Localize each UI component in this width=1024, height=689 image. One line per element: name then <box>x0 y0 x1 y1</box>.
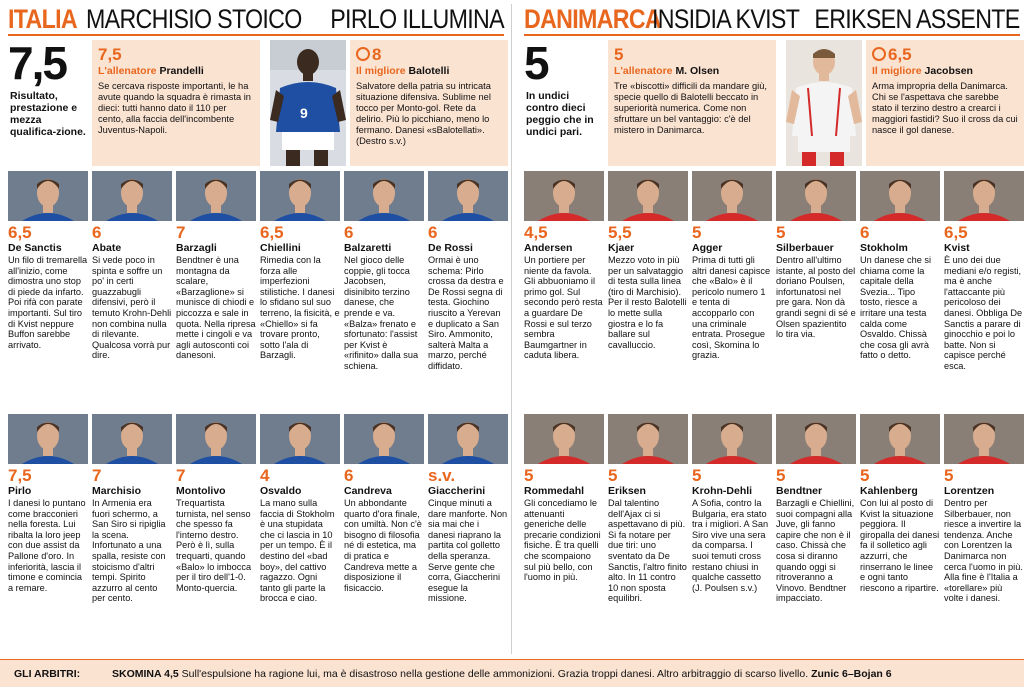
player-name: Candreva <box>344 485 392 497</box>
player-photo <box>92 414 172 464</box>
player-photo <box>692 171 772 221</box>
italia-team-caption: Risultato, prestazione e mezza qualifica-zione. <box>10 90 86 138</box>
danimarca-coach-score: 5 <box>614 45 624 64</box>
player-card <box>8 171 88 409</box>
italia-best-name: Balotelli <box>408 65 450 77</box>
danimarca-best-box <box>866 40 1024 166</box>
player-score: 7,5 <box>8 466 32 485</box>
player-score: 4,5 <box>524 223 548 242</box>
player-card <box>608 414 688 656</box>
player-photo <box>8 171 88 221</box>
danimarca-best-heading <box>872 65 1018 77</box>
player-card <box>176 414 256 656</box>
player-name: Kvist <box>944 242 970 254</box>
player-comment: La mano sulla faccia di Stokholm è una stupidata che ci lascia in 10 per un tempo. È il destino del «bad boy», del cattivo ragazzo. Ogni tanto gli parte la brocca e ciao. <box>260 498 335 604</box>
player-photo <box>428 171 508 221</box>
player-card <box>944 171 1024 409</box>
danimarca-coach-heading <box>614 65 770 77</box>
player-photo-illustration <box>344 414 424 464</box>
player-comment: Nel gioco delle coppie, gli tocca Jacobsen, disinibito terzino danese, che prende e va. «Balza» frenato e sfortunato: l'assist per Kvist è «rifinito» dalla sua schiena. <box>344 255 419 371</box>
player-photo <box>524 414 604 464</box>
player-comment: Un abbondante quarto d'ora finale, con umiltà. Non c'è bisogno di filosofia né di estetica, ma di pratica e Candreva mette a disposizione il fisicaccio. <box>344 498 422 593</box>
player-comment: Mezzo voto in più per un salvataggio di testa sulla linea (tiro di Marchisio). Per il resto Balotelli lo mette sulla giostra e lo fa ballare sul cavalluccio. <box>608 255 687 350</box>
player-card <box>344 414 424 656</box>
player-photo-illustration <box>270 40 346 166</box>
player-comment: Dentro per Silberbauer, non riesce a invertire la tendenza. Anche con Lorentzen la Danimarca non cerca l'uomo in più. Alla fine è l'Italia a «torellare» più volte i danesi. <box>944 498 1023 604</box>
player-comment: Un portiere per niente da favola. Gli abbuoniamo il primo gol. Sul secondo però resta a guardare De Rossi e sul terzo sembra Baumgartner in caduta libera. <box>524 255 603 361</box>
italia-right-title: PIRLO ILLUMINA <box>330 4 504 34</box>
player-name: Rommedahl <box>524 485 585 497</box>
player-card <box>344 171 424 409</box>
italia-coach-heading <box>98 65 254 77</box>
danimarca-summary-band <box>524 37 1020 166</box>
player-comment: Un danese che si chiama come la capitale della Svezia... Tipo tosto, riesce a irritare una testa calda come Osvaldo. Chissà che cosa gli avrà fatto o detto. <box>860 255 931 361</box>
italia-section <box>0 0 508 657</box>
player-score: 6,5 <box>260 223 284 242</box>
player-comment: È uno dei due mediani e/o registi, ma è anche l'attaccante più pericoloso dei danesi. Obbliga De Sanctis a parare di ginocchio e poi lo batte. Non si capisce perché esca. <box>944 255 1023 371</box>
player-comment: Bendtner è una montagna da scalare, «Barzaglione» si munisce di chiodi e piccozza e sale in quota. Nella ripresa mette i cingoli e va agli autosconti coi danesoni. <box>176 255 256 361</box>
player-photo <box>860 171 940 221</box>
italia-best-score-line <box>356 46 502 63</box>
player-name: Abate <box>92 242 122 254</box>
player-score: 5 <box>524 466 534 485</box>
player-score: 7 <box>176 466 186 485</box>
italia-best-heading <box>356 65 502 77</box>
player-photo-illustration <box>260 414 340 464</box>
player-photo <box>944 171 1024 221</box>
danimarca-best-text: Arma impropria della Danimarca. Chi se l'aspettava che sarebbe stato il terzino destro a crearci i maggiori fastidi? Suo il cross da cui nasce il gol danese. <box>872 81 1018 135</box>
player-card <box>8 414 88 656</box>
player-name: Andersen <box>524 242 573 254</box>
player-comment: Dal talentino dell'Ajax ci si aspettavano di più. Si fa notare per due tiri: uno sventato da De Sanctis, l'altro finito alto. In 11 contro 10 non sposta equilibri. <box>608 498 687 604</box>
player-name: Krohn-Dehli <box>692 485 753 497</box>
player-name: Chiellini <box>260 242 301 254</box>
ring-icon <box>356 47 370 61</box>
player-score: s.v. <box>428 466 456 485</box>
player-card <box>860 414 940 656</box>
danimarca-best-score-line <box>872 46 1018 63</box>
danimarca-players-row-1 <box>524 171 1023 409</box>
player-comment: Gli concediamo le attenuanti generiche delle precarie condizioni fisiche. È tra quelli che scompaiono sul più bello, con l'uomo in più. <box>524 498 601 583</box>
player-photo-illustration <box>608 414 688 464</box>
player-name: Pirlo <box>8 485 32 497</box>
assistant-referees: Zunic 6–Bojan 6 <box>811 668 892 680</box>
player-photo-illustration <box>260 171 340 221</box>
player-photo <box>608 414 688 464</box>
player-name: Bendtner <box>776 485 823 497</box>
player-card <box>944 414 1024 656</box>
player-photo <box>260 171 340 221</box>
player-photo-illustration <box>786 40 862 166</box>
player-photo-illustration <box>692 171 772 221</box>
player-card <box>524 414 604 656</box>
danimarca-headline <box>524 2 1020 36</box>
player-photo-illustration <box>428 414 508 464</box>
danimarca-best-score: 6,5 <box>888 45 912 64</box>
player-photo-illustration <box>92 414 172 464</box>
italia-left-title: MARCHISIO STOICO <box>86 4 302 34</box>
player-photo <box>176 414 256 464</box>
player-score: 6 <box>92 223 102 242</box>
player-comment: In Armenia era fuori schermo, a San Siro si ripiglia la scena. Infortunato a una spalla, resiste con stoicismo d'altri tempi. Spirito azzurro al cento per cento. <box>92 498 166 604</box>
danimarca-team-caption: In undici contro dieci peggio che in undici pari. <box>526 90 594 138</box>
svg-text:9: 9 <box>300 105 308 121</box>
player-score: 4 <box>260 466 270 485</box>
player-name: Kjaer <box>608 242 635 254</box>
player-photo-illustration <box>608 171 688 221</box>
player-photo-illustration <box>776 171 856 221</box>
player-card <box>524 171 604 409</box>
player-name: Agger <box>692 242 723 254</box>
italia-coach-box <box>92 40 260 166</box>
player-comment: A Sofia, contro la Bulgaria, era stato tra i migliori. A San Siro vive una sera da comparsa. I suoi temuti cross restano chiusi in qualche cassetto (J. Poulsen s.v.) <box>692 498 769 593</box>
player-card <box>776 171 856 409</box>
player-card <box>428 171 508 409</box>
footer-label: GLI ARBITRI: <box>14 668 81 680</box>
jacobsen-photo <box>786 40 862 166</box>
danimarca-section <box>516 0 1024 657</box>
player-photo-illustration <box>692 414 772 464</box>
player-photo-illustration <box>8 414 88 464</box>
player-comment: Con lui al posto di Kvist la situazione peggiora. Il giropalla dei danesi fa il solletico agli azzurri, che rinserrano le linee e ogni tanto riescono a ripartire. <box>860 498 940 593</box>
player-photo-illustration <box>524 171 604 221</box>
player-name: De Rossi <box>428 242 473 254</box>
danimarca-coach-text: Tre «biscotti» difficili da mandare giù, specie quello di Balotelli beccato in superiorità numerica. Come non sfruttare un bel vantaggio: c'è del mistero in Danimarca. <box>614 81 767 135</box>
player-score: 5 <box>860 466 870 485</box>
player-photo-illustration <box>92 171 172 221</box>
coach-role-label: L'allenatore <box>98 65 157 77</box>
player-photo-illustration <box>344 171 424 221</box>
player-comment: Barzagli e Chiellini, suoi compagni alla Juve, gli fanno capire che non è il caso. Chissà che cosa si diranno quando oggi si ritroveranno a Vinovo. Bendtner impacciato. <box>776 498 855 604</box>
player-score: 6 <box>344 223 354 242</box>
player-score: 5 <box>692 223 702 242</box>
player-score: 6 <box>428 223 438 242</box>
referee-name: SKOMINA 4,5 <box>112 668 179 680</box>
ring-icon <box>872 47 886 61</box>
player-card <box>92 414 172 656</box>
player-card <box>176 171 256 409</box>
danimarca-coach-box <box>608 40 776 166</box>
italia-players-row-2 <box>8 414 508 656</box>
player-card <box>776 414 856 656</box>
player-photo <box>8 414 88 464</box>
footer-text <box>112 668 892 680</box>
player-name: Balzaretti <box>344 242 392 254</box>
player-photo-illustration <box>524 414 604 464</box>
player-card <box>692 414 772 656</box>
player-photo-illustration <box>944 414 1024 464</box>
italia-headline <box>8 2 504 36</box>
danimarca-left-title: INSIDIA KVIST <box>652 4 800 34</box>
player-card <box>692 171 772 409</box>
italia-coach-text: Se cercava risposte importanti, le ha avute quando la squadra è rimasta in dieci: tutti hanno dato il 110 per cento, alla faccia dell'incombente Juventus-Napoli. <box>98 81 251 135</box>
player-comment: Ormai è uno schema: Pirlo crossa da destra e De Rossi segna di testa. Giochino riuscito a Yerevan e duplicato a San Siro. Ammonito, salterà Malta a marzo, perché diffidato. <box>428 255 504 371</box>
player-photo <box>428 414 508 464</box>
player-photo <box>692 414 772 464</box>
player-comment: Cinque minuti a dare manforte. Non sia mai che i danesi riaprano la partita col golletto della speranza. Serve gente che corra, Giaccherini esegue la missione. <box>428 498 508 604</box>
player-name: Eriksen <box>608 485 646 497</box>
player-name: Giaccherini <box>428 485 486 497</box>
player-score: 6,5 <box>8 223 32 242</box>
italia-coach-name: Prandelli <box>159 65 204 77</box>
italia-country-title: ITALIA <box>8 4 77 34</box>
player-photo-illustration <box>176 414 256 464</box>
player-name: Silberbauer <box>776 242 834 254</box>
player-score: 6 <box>344 466 354 485</box>
player-score: 5 <box>776 223 786 242</box>
player-photo-illustration <box>860 171 940 221</box>
player-photo <box>92 171 172 221</box>
danimarca-players-row-2 <box>524 414 1023 656</box>
player-card <box>860 171 940 409</box>
player-photo <box>860 414 940 464</box>
player-photo <box>944 414 1024 464</box>
player-photo-illustration <box>8 171 88 221</box>
player-comment: Rimedia con la forza alle imperfezioni stilistiche. I danesi lo sfidano sul suo terreno, la fisicità, e «Chiello» si fa trovare pronto, sotto l'ala di Barzagli. <box>260 255 340 361</box>
italia-coach-score: 7,5 <box>98 45 122 64</box>
player-card <box>608 171 688 409</box>
player-name: Lorentzen <box>944 485 995 497</box>
player-comment: Trequartista turnista, nel senso che spesso fa l'interno destro. Però è lì, sulla trequarti, quando «Balo» lo imbocca per il tiro dell'1-0. Monto-quercia. <box>176 498 252 593</box>
player-score: 5,5 <box>608 223 632 242</box>
player-photo <box>776 414 856 464</box>
danimarca-coach-name: M. Olsen <box>675 65 720 77</box>
player-photo <box>608 171 688 221</box>
coach-role-label: L'allenatore <box>614 65 673 77</box>
player-photo <box>524 171 604 221</box>
player-comment: I danesi lo puntano come bracconieri nella foresta. Lui ribalta la loro jeep con due assist da Pallone d'oro. In inferiorità, lascia il timone e comincia a remare. <box>8 498 86 593</box>
player-name: Osvaldo <box>260 485 302 497</box>
player-score: 6,5 <box>944 223 968 242</box>
player-score: 5 <box>776 466 786 485</box>
danimarca-best-name: Jacobsen <box>924 65 973 77</box>
italia-best-text: Salvatore della patria su intricata situazione difensiva. Sublime nel tocco per Monto-gol. Rete da delirio. Più lo picchiano, meno lo fermano. Danesi «sBalotellati». (Destro s.v.) <box>356 81 491 146</box>
player-name: Kahlenberg <box>860 485 918 497</box>
player-card <box>92 171 172 409</box>
player-comment: Dentro all'ultimo istante, al posto del doriano Poulsen, infortunatosi nel pre gara. Non dà grandi segni di sé e Olsen spazientito lo tira via. <box>776 255 856 340</box>
balotelli-photo <box>270 40 346 166</box>
player-card <box>428 414 508 656</box>
column-divider <box>511 4 512 654</box>
player-photo <box>776 171 856 221</box>
player-comment: Prima di tutti gli altri danesi capisce che «Balo» è il pericolo numero 1 e tenta di accopparlo con una criminale entrata. Prosegue così, Skomina lo grazia. <box>692 255 771 361</box>
player-card <box>260 414 340 656</box>
player-photo-illustration <box>860 414 940 464</box>
best-role-label: Il migliore <box>356 65 406 77</box>
player-photo <box>260 414 340 464</box>
player-photo-illustration <box>944 171 1024 221</box>
italia-best-box <box>350 40 508 166</box>
player-score: 5 <box>608 466 618 485</box>
player-score: 5 <box>944 466 954 485</box>
player-name: Stokholm <box>860 242 908 254</box>
danimarca-country-title: DANIMARCA <box>524 4 661 34</box>
player-score: 5 <box>692 466 702 485</box>
player-comment: Un filo di tremarella all'inizio, come dimostra uno stop di piede da infarto. Poi rifà con parate importanti. Sul tiro di Kvist neppure Buffon sarebbe arrivato. <box>8 255 88 350</box>
danimarca-team-score: 5 <box>524 37 548 89</box>
referee-footer <box>0 659 1024 687</box>
player-name: Montolivo <box>176 485 226 497</box>
player-photo-illustration <box>176 171 256 221</box>
player-photo-illustration <box>428 171 508 221</box>
player-card <box>260 171 340 409</box>
best-role-label: Il migliore <box>872 65 922 77</box>
player-score: 7 <box>176 223 186 242</box>
player-name: Marchisio <box>92 485 142 497</box>
player-photo <box>176 171 256 221</box>
player-score: 7 <box>92 466 102 485</box>
player-photo <box>344 171 424 221</box>
referee-comment: Sull'espulsione ha ragione lui, ma è disastroso nella gestione delle ammonizioni. Grazia troppi danesi. Altro arbitraggio di scarso livello. <box>181 668 809 680</box>
player-photo <box>344 414 424 464</box>
danimarca-right-title: ERIKSEN ASSENTE <box>814 4 1020 34</box>
italia-team-score: 7,5 <box>8 37 66 89</box>
player-name: De Sanctis <box>8 242 62 254</box>
player-score: 6 <box>860 223 870 242</box>
player-comment: Si vede poco in spinta e soffre un po' in certi guazzabugli difensivi, però il temuto Krohn-Dehli non combina nulla di rilevante. Qualcosa vorrà pur dire. <box>92 255 172 361</box>
italia-best-score: 8 <box>372 45 382 64</box>
italia-players-row-1 <box>8 171 504 409</box>
player-name: Barzagli <box>176 242 217 254</box>
player-photo-illustration <box>776 414 856 464</box>
italia-summary-band <box>8 37 504 166</box>
